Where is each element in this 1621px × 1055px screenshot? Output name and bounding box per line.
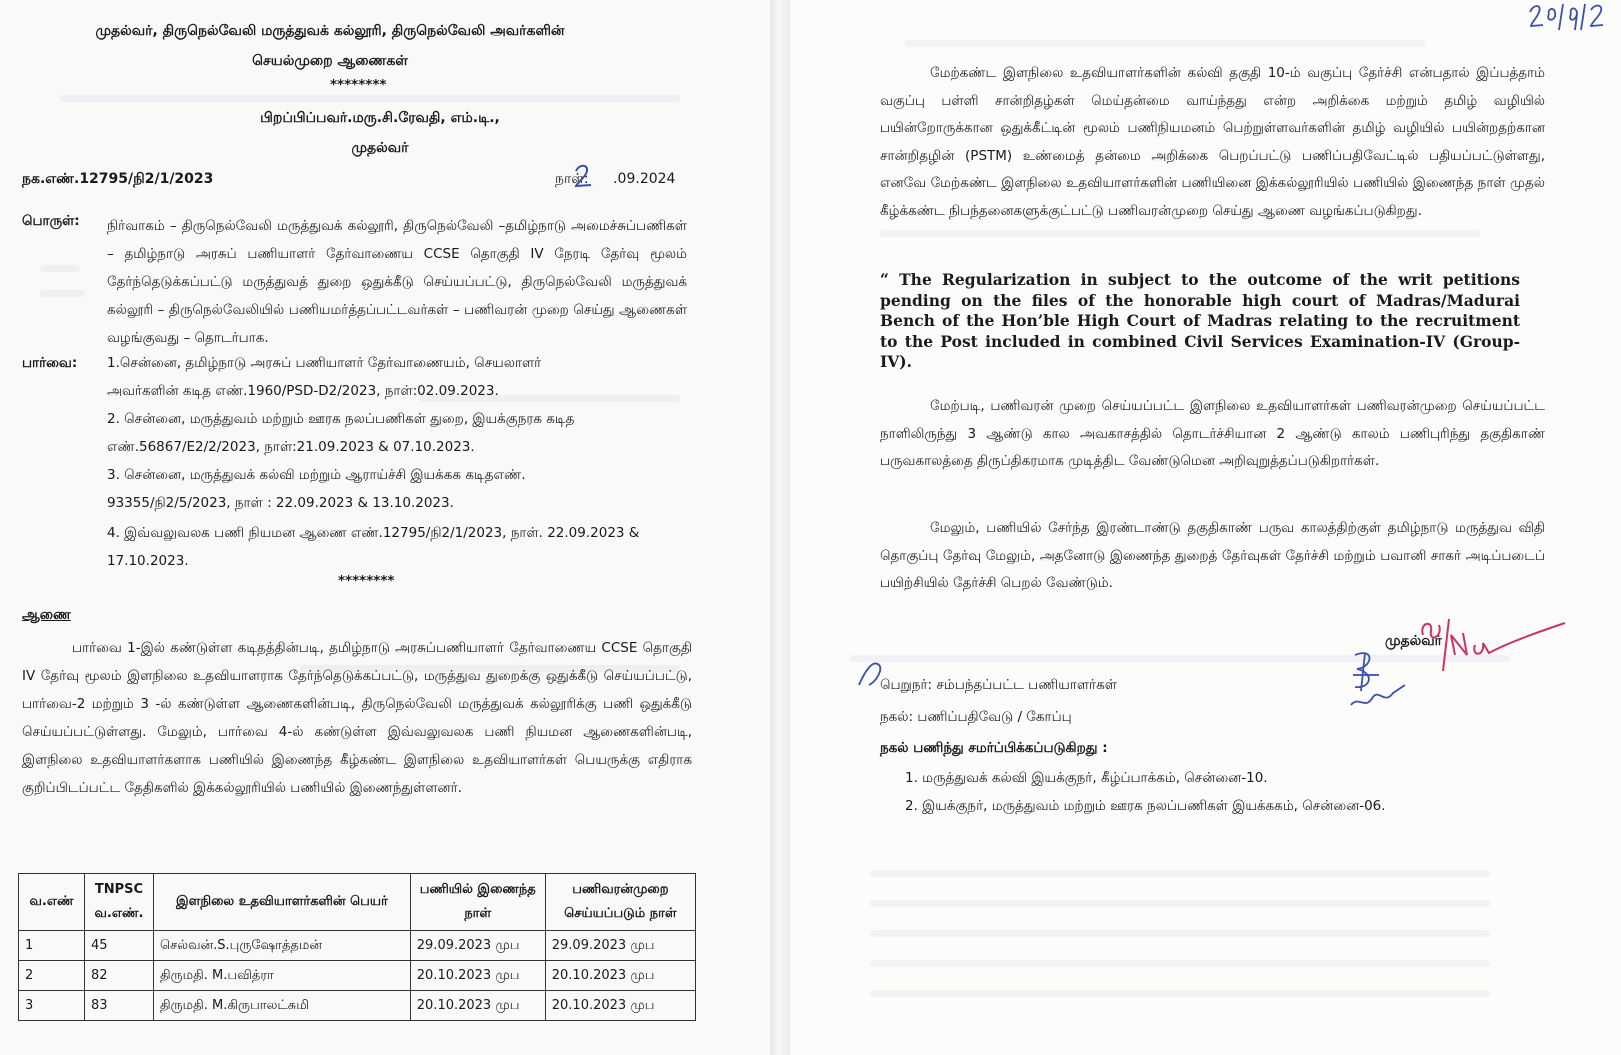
reference-line: 1.சென்னை, தமிழ்நாடு அரசுப் பணியாளர் தேர்வாணையம், செயலாளர்: [107, 355, 542, 371]
column-header: இளநிலை உதவியாளர்களின் பெயர்: [153, 874, 410, 931]
reference-line: 93355/நி2/5/2023, நாள் : 22.09.2023 & 13.10.2023.: [107, 495, 454, 511]
document-subheader: செயல்முறை ஆணைகள்: [252, 53, 408, 69]
reference-line: 4. இவ்வலுவலக பணி நியமன ஆணை எண்.12795/நி2/1/2023, நாள். 22.09.2023 &: [107, 525, 640, 541]
column-header: பணிவரன்முறை செய்யப்படும் நாள்: [545, 874, 695, 931]
table-cell: 20.10.2023 முப: [545, 991, 695, 1021]
table-row: [19, 931, 696, 961]
separator: ********: [338, 573, 395, 589]
table-cell: திருமதி. M.பவித்ரா: [153, 961, 410, 991]
copy-line: நகல்: பணிப்பதிவேடு / கோப்பு: [880, 709, 1072, 725]
reference-line: 2. சென்னை, மருத்துவம் மற்றும் ஊரக நலப்பணிகள் துறை, இயக்குநரக கடித: [107, 411, 575, 427]
table-cell: 3: [19, 991, 85, 1021]
table-cell: 1: [19, 931, 85, 961]
issuer-name: பிறப்பிப்பவர்.மரு.சி.ரேவதி, எம்.டி.,: [260, 110, 500, 126]
issuer-title: முதல்வர்: [351, 140, 409, 156]
body-paragraph: மேலும், பணியில் சேர்ந்த இரண்டாண்டு தகுதிகாண் பருவ காலத்திற்குள் தமிழ்நாடு மருத்துவ விதி தொகுப்பு தேர்வு மேலும், அதனோடு இணைந்த துறைத் தேர்வுகள் தேர்ச்சி மற்றும் பவானி சாகர் அடிப்படைப் பயிற்சியில் தேர்ச்சி பெறல் வேண்டும்.: [880, 520, 1545, 591]
copy-list-item: 1. மருத்துவக் கல்வி இயக்குநர், கீழ்ப்பாக்கம், சென்னை-10.: [905, 770, 1268, 786]
reference-number: நக.எண்.12795/நி2/1/2023: [22, 171, 214, 187]
order-date: [555, 170, 675, 188]
staff-table: [18, 873, 696, 1021]
reference-line: 17.10.2023.: [107, 553, 189, 569]
column-header: பணியில் இணைந்த நாள்: [410, 874, 545, 931]
reference-line: எண்.56867/E2/2/2023, நாள்:21.09.2023 & 07.10.2023.: [107, 439, 475, 455]
reference-line: 3. சென்னை, மருத்துவக் கல்வி மற்றும் ஆராய்ச்சி இயக்கக கடிதஎண்.: [107, 467, 526, 483]
table-cell: 29.09.2023 முப: [545, 931, 695, 961]
order-heading: ஆணை: [22, 607, 71, 623]
separator: ********: [330, 77, 387, 93]
reference-line: அவர்களின் கடித எண்.1960/PSD-D2/2023, நாள்:02.09.2023.: [107, 383, 499, 399]
table-cell: 45: [84, 931, 153, 961]
page-gutter: [770, 0, 790, 1055]
body-paragraph: மேற்கண்ட இளநிலை உதவியாளர்களின் கல்வி தகுதி 10-ம் வகுப்பு தேர்ச்சி என்பதால் இப்பத்தாம் வகுப்பு பள்ளி சான்றிதழ்கள் மெய்தன்மை வாய்ந்தது என்ற அறிக்கை மற்றும் தமிழ் வழியில் பயின்றோருக்கான ஒதுக்கீட்டின் மூலம் பணிநியமனம் பெற்றுள்ளவர்களின் தமிழ் வழியில் பயின்றதற்கான சான்றிதழின் (PSTM) உண்மைத் தன்மை அறிக்கை பெறப்பட்டு பணிப்பதிவேட்டில் பதியப்பட்டுள்ளது, எனவே மேற்கண்ட இளநிலை உதவியாளர்களின் பணியினை இக்கல்லூரியில் பணியில் இணைந்த நாள் முதல் கீழ்க்கண்ட நிபந்தனைகளுக்குட்பட்டு பணிவரன்முறை செய்து ஆணை வழங்கப்படுகிறது.: [880, 65, 1545, 219]
table-cell: 20.10.2023 முப: [410, 961, 545, 991]
copy-submitted-heading: நகல் பணிந்து சமர்ப்பிக்கப்படுகிறது :: [880, 740, 1108, 756]
date-prefix: நாள்:: [555, 171, 594, 187]
references-label: பார்வை:: [22, 355, 78, 371]
copy-list-item: 2. இயக்குநர், மருத்துவம் மற்றும் ஊரக நலப்பணிகள் இயக்ககம், சென்னை-06.: [905, 798, 1386, 814]
table-cell: 29.09.2023 முப: [410, 931, 545, 961]
table-row: [19, 961, 696, 991]
subject-label: பொருள்:: [22, 213, 80, 229]
regularization-condition: “ The Regularization in subject to the outcome of the writ petitions pending on the files of the honorable high court of Madras/Madurai Bench of the Hon’ble High Court of Madras relating to the recruitment to the Post included in combined Civil Services Examination-IV (Group-IV).: [880, 270, 1520, 371]
column-header: வ.எண்: [19, 874, 85, 931]
table-cell: 83: [84, 991, 153, 1021]
table-header-row: [19, 874, 696, 931]
body-paragraph: மேற்படி, பணிவரன் முறை செய்யப்பட்ட இளநிலை உதவியாளர்கள் பணிவரன்முறை செய்யப்பட்ட நாளிலிருந்து 3 ஆண்டு கால அவகாசத்தில் தொடர்ச்சியான 2 ஆண்டு காலம் பணிபுரிந்து தகுதிகாண் பருவகாலத்தை திருப்திகரமாக முடித்திட வேண்டுமென அறிவுறுத்தப்படுகிறார்கள்.: [880, 398, 1545, 469]
table-row: [19, 991, 696, 1021]
table-cell: 2: [19, 961, 85, 991]
signatory-title: முதல்வர்: [1385, 633, 1442, 649]
date-suffix: .09.2024: [613, 171, 676, 187]
table-cell: 82: [84, 961, 153, 991]
table-cell: செல்வன்.S.புருஷோத்தமன்: [153, 931, 410, 961]
table-cell: 20.10.2023 முப: [545, 961, 695, 991]
table-cell: திருமதி. M.கிருபாலட்சுமி: [153, 991, 410, 1021]
recipients-line: பெறுநர்: சம்பந்தப்பட்ட பணியாளர்கள்: [880, 677, 1117, 693]
order-text: பார்வை 1-இல் கண்டுள்ள கடிதத்தின்படி, தமிழ்நாடு அரசுப்பணியாளர் தேர்வாணைய CCSE தொகுதி IV தேர்வு மூலம் இளநிலை உதவியாளராக தேர்ந்தெடுக்கப்பட்டு, மருத்துவ துறைக்கு ஒதுக்கீடு செய்யப்பட்டு, பார்வை-2 மற்றும் 3 -ல் கண்டுள்ள ஆணைகளின்படி, திருநெல்வேலி மருத்துவக் கல்லூரிக்கு பணி ஒதுக்கீடு செய்யப்பட்டுள்ளது. மேலும், பார்வை 4-ல் கண்டுள்ள இவ்வலுவலக பணி நியமன ஆணைகளின்படி, இளநிலை உதவியாளர்களாக பணியில் இணைந்த கீழ்கண்ட இளநிலை உதவியாளர்கள் பெயருக்கு எதிராக குறிப்பிடப்பட்ட தேதிகளில் இக்கல்லூரியில் பணியில் இணைந்துள்ளனர்.: [22, 640, 692, 796]
document-header: முதல்வர், திருநெல்வேலி மருத்துவக் கல்லூரி, திருநெல்வேலி அவர்களின்: [95, 23, 565, 39]
subject-text: நிர்வாகம் – திருநெல்வேலி மருத்துவக் கல்லூரி, திருநெல்வேலி –தமிழ்நாடு அமைச்சுப்பணிகள் – தமிழ்நாடு அரசுப் பணியாளர் தேர்வாணைய CCSE தொகுதி IV நேரடி தேர்வு மூலம் தேர்ந்தெடுக்கப்பட்டு மருத்துவத் துறை ஒதுக்கீடு செய்யப்பட்டு, திருநெல்வேலி மருத்துவக் கல்லூரி – திருநெல்வேலியில் பணியமர்த்தப்பட்டவர்கள் – பணிவரன் முறை செய்து ஆணைகள் வழங்குவது – தொடர்பாக.: [107, 218, 687, 346]
column-header: TNPSC வ.எண்.: [84, 874, 153, 931]
table-cell: 20.10.2023 முப: [410, 991, 545, 1021]
